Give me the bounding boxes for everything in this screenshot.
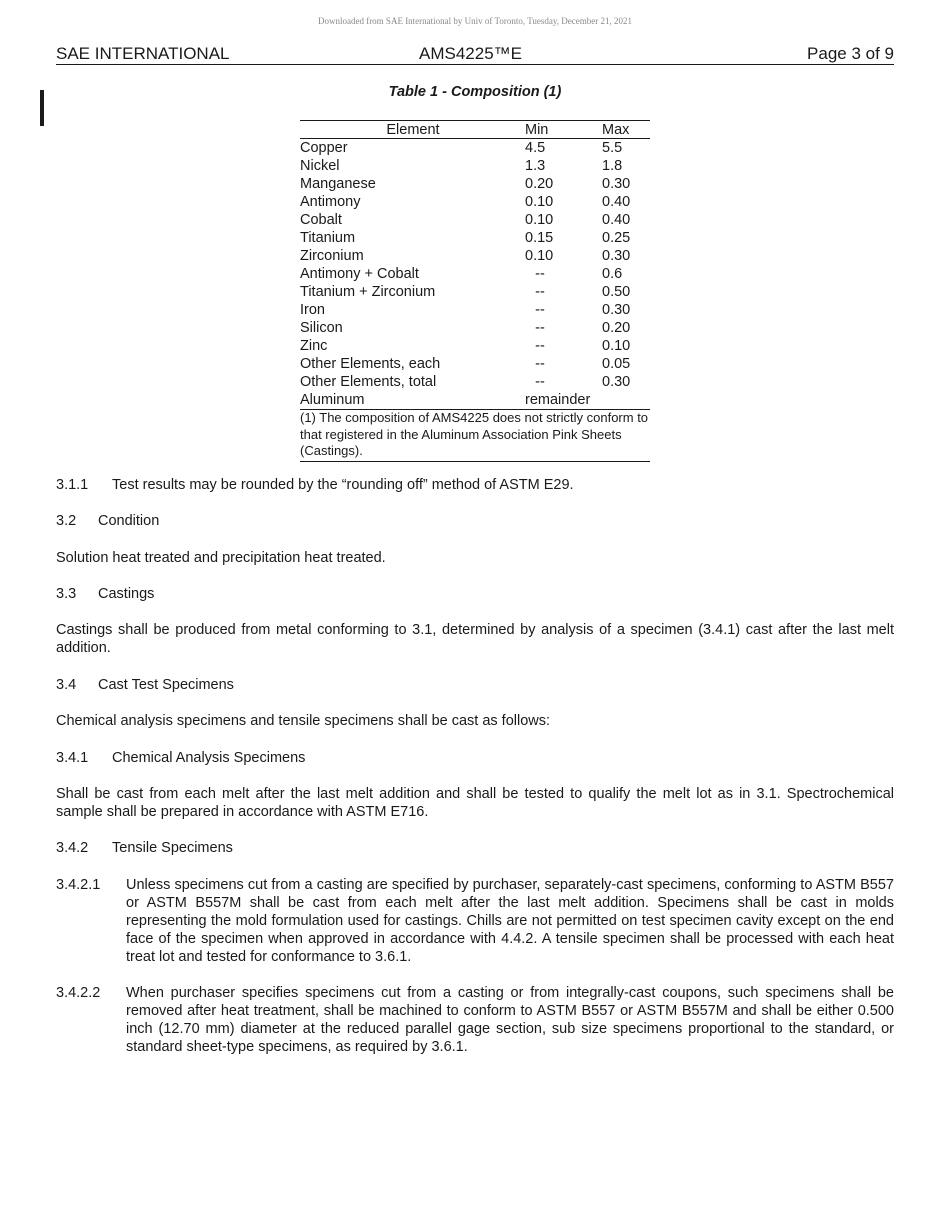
section-3-4-1-heading bbox=[56, 749, 894, 767]
table-row bbox=[300, 319, 650, 337]
section-number: 3.4.2 bbox=[56, 840, 89, 856]
table-row bbox=[300, 229, 650, 247]
section-text: Unless specimens cut from a casting are specified by purchaser, separately-cast specimens, conforming to ASTM B557 or ASTM B557M shall be cast from each melt after the last melt addition. Specimens shall be cast in molds representing the mold formulation used for castings. Chills are not permitted on test specimen cavity except on the end face of the specimen when approved in accordance with 4.4.2. A tensile specimen shall be processed with each heat treat lot and tested for conformance to 3.6.1. bbox=[126, 877, 894, 965]
cell-min: 0.10 bbox=[525, 248, 554, 264]
cell-element: Nickel bbox=[300, 158, 340, 174]
cell-max: 0.30 bbox=[602, 248, 631, 264]
section-number: 3.3 bbox=[56, 586, 77, 602]
section-3-4-body: Chemical analysis specimens and tensile specimens shall be cast as follows: bbox=[56, 713, 551, 729]
header-page-number: Page 3 of 9 bbox=[807, 44, 894, 63]
column-header-min: Min bbox=[525, 122, 549, 138]
cell-max: 1.8 bbox=[602, 158, 623, 174]
section-text: Test results may be rounded by the “rounding off” method of ASTM E29. bbox=[112, 477, 574, 493]
cell-element: Iron bbox=[300, 302, 325, 318]
cell-min: -- bbox=[535, 284, 545, 300]
section-number: 3.4.2.2 bbox=[56, 985, 101, 1001]
section-number: 3.2 bbox=[56, 513, 77, 529]
table-row bbox=[300, 211, 650, 229]
header-document-number: AMS4225™E bbox=[419, 44, 522, 63]
cell-element: Antimony + Cobalt bbox=[300, 266, 419, 282]
section-number: 3.4 bbox=[56, 677, 77, 693]
cell-max: 0.40 bbox=[602, 194, 631, 210]
column-header-element: Element bbox=[386, 122, 440, 138]
section-number: 3.4.1 bbox=[56, 750, 89, 766]
section-3-3-body: Castings shall be produced from metal conforming to 3.1, determined by analysis of a specimen (3.4.1) cast after the last melt addition. bbox=[56, 622, 894, 656]
cell-max: 0.10 bbox=[602, 338, 631, 354]
cell-max: 0.50 bbox=[602, 284, 631, 300]
cell-min: 0.15 bbox=[525, 230, 554, 246]
cell-min: 0.20 bbox=[525, 176, 554, 192]
cell-min: 0.10 bbox=[525, 212, 554, 228]
cell-element: Antimony bbox=[300, 194, 361, 210]
cell-max: 0.6 bbox=[602, 266, 623, 282]
cell-min: -- bbox=[535, 338, 545, 354]
cell-element: Other Elements, each bbox=[300, 356, 441, 372]
section-3-4-2-heading bbox=[56, 839, 894, 857]
cell-max: 0.30 bbox=[602, 302, 631, 318]
cell-min: 0.10 bbox=[525, 194, 554, 210]
cell-element: Other Elements, total bbox=[300, 374, 437, 390]
cell-max: 0.05 bbox=[602, 356, 631, 372]
composition-table bbox=[300, 120, 650, 462]
table-body bbox=[300, 139, 650, 409]
section-number: 3.4.2.1 bbox=[56, 877, 101, 893]
section-title: Castings bbox=[98, 586, 155, 602]
section-3-4-2-2 bbox=[56, 984, 894, 1056]
header-organization: SAE INTERNATIONAL bbox=[56, 44, 230, 63]
cell-element: Zinc bbox=[300, 338, 328, 354]
cell-element: Cobalt bbox=[300, 212, 342, 228]
cell-min: 1.3 bbox=[525, 158, 546, 174]
table-row bbox=[300, 373, 650, 391]
cell-min: remainder bbox=[525, 392, 591, 408]
table-row bbox=[300, 391, 650, 409]
cell-element: Titanium bbox=[300, 230, 356, 246]
cell-max: 0.40 bbox=[602, 212, 631, 228]
cell-element: Copper bbox=[300, 140, 348, 156]
cell-element: Aluminum bbox=[300, 392, 365, 408]
table-title: Table 1 - Composition (1) bbox=[388, 84, 562, 100]
section-3-2-heading bbox=[56, 512, 894, 530]
column-header-max: Max bbox=[602, 122, 630, 138]
cell-min: -- bbox=[535, 266, 545, 282]
table-row bbox=[300, 247, 650, 265]
page-header bbox=[56, 44, 894, 65]
section-number: 3.1.1 bbox=[56, 477, 89, 493]
cell-element: Titanium + Zirconium bbox=[300, 284, 436, 300]
section-3-3-heading bbox=[56, 585, 894, 603]
section-title: Cast Test Specimens bbox=[98, 677, 234, 693]
cell-max: 0.25 bbox=[602, 230, 631, 246]
table-row bbox=[300, 337, 650, 355]
cell-max: 0.20 bbox=[602, 320, 631, 336]
cell-min: -- bbox=[535, 356, 545, 372]
table-row bbox=[300, 355, 650, 373]
cell-max: 0.30 bbox=[602, 374, 631, 390]
table-row bbox=[300, 175, 650, 193]
section-3-2-body: Solution heat treated and precipitation heat treated. bbox=[56, 550, 386, 566]
cell-max: 0.30 bbox=[602, 176, 631, 192]
table-row bbox=[300, 157, 650, 175]
section-text: When purchaser specifies specimens cut from a casting or from integrally-cast coupons, such specimens shall be removed after heat treatment, shall be machined to conform to ASTM B557 or ASTM B557M and shall be either 0.500 inch (12.70 mm) diameter at the reduced parallel gage section, sub size specimens proportional to the standard, or standard sheet-type specimens, as required by 3.6.1. bbox=[126, 985, 894, 1055]
section-3-4-heading bbox=[56, 676, 894, 694]
download-watermark: Downloaded from SAE International by Univ of Toronto, Tuesday, December 21, 2021 bbox=[317, 16, 633, 26]
section-title: Tensile Specimens bbox=[112, 840, 233, 856]
table-header-row bbox=[300, 121, 650, 139]
cell-element: Manganese bbox=[300, 176, 376, 192]
cell-min: -- bbox=[535, 320, 545, 336]
cell-min: -- bbox=[535, 374, 545, 390]
cell-max: 5.5 bbox=[602, 140, 623, 156]
section-3-1-1 bbox=[56, 476, 894, 494]
table-footnote: (1) The composition of AMS4225 does not strictly conform to that registered in the Aluminum Association Pink Sheets (Castings). bbox=[300, 409, 650, 462]
cell-min: -- bbox=[535, 302, 545, 318]
section-3-4-1-body: Shall be cast from each melt after the last melt addition and shall be tested to qualify the melt lot as in 3.1. Spectrochemical sample shall be prepared in accordance with ASTM E716. bbox=[56, 786, 894, 820]
cell-element: Zirconium bbox=[300, 248, 364, 264]
section-3-4-2-1 bbox=[56, 876, 894, 966]
table-row bbox=[300, 301, 650, 319]
table-row bbox=[300, 265, 650, 283]
section-title: Chemical Analysis Specimens bbox=[112, 750, 306, 766]
table-row bbox=[300, 283, 650, 301]
section-title: Condition bbox=[98, 513, 160, 529]
cell-element: Silicon bbox=[300, 320, 343, 336]
table-row bbox=[300, 193, 650, 211]
cell-min: 4.5 bbox=[525, 140, 546, 156]
table-row bbox=[300, 139, 650, 157]
